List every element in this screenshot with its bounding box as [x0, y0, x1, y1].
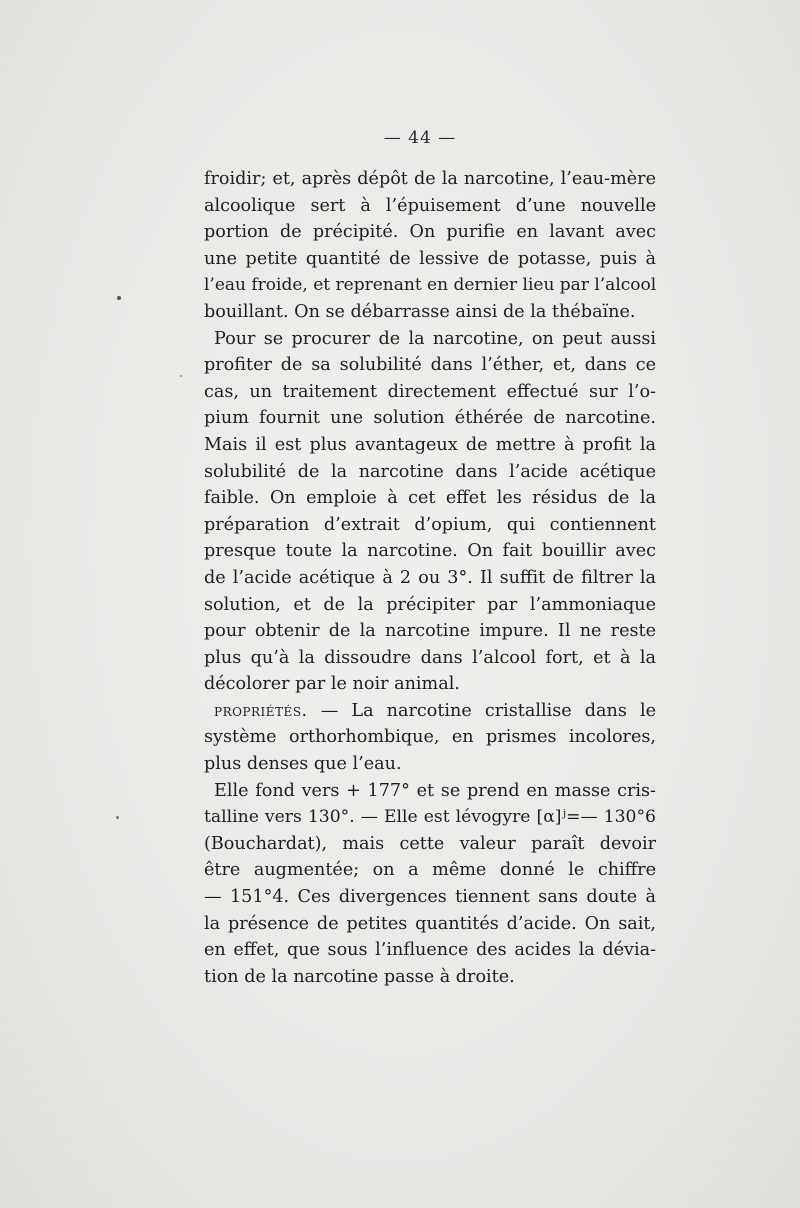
text-line: système orthorhombique, en prismes incolores, — [204, 727, 656, 748]
text-line: être augmentée; on a même donné le chiffre — [204, 860, 656, 881]
text-line-fragment: — La narcotine cristallise dans le — [320, 700, 657, 721]
text-line: Elle fond vers + 177° et se prend en masse cris- — [214, 780, 656, 801]
text-line: (Bouchardat), mais cette valeur paraît devoir — [204, 833, 656, 854]
text-line: froidir; et, après dépôt de la narcotine, l’eau-mère — [204, 169, 656, 189]
text-line: cas, un traitement directement effectué sur l’o- — [204, 381, 656, 402]
text-line: — 151°4. Ces divergences tiennent sans doute à — [204, 887, 656, 908]
text-line: pour obtenir de la narcotine impure. Il ne reste — [204, 621, 656, 642]
text-line: talline vers 130°. — Elle est lévogyre [α]ʲ=— 130°6 — [204, 807, 656, 828]
text-line: alcoolique sert à l’épuisement d’une nouvelle — [204, 195, 656, 216]
text-line: Pour se procurer de la narcotine, on peut aussi — [214, 328, 656, 349]
text-line: profiter de sa solubilité dans l’éther, et, dans ce — [204, 355, 656, 376]
text-line: presque toute la narcotine. On fait bouillir avec — [204, 541, 656, 562]
paper-speck — [116, 816, 119, 819]
text-line: une petite quantité de lessive de potasse, puis à — [204, 248, 656, 269]
page-number: — 44 — — [383, 128, 457, 148]
text-line: décolorer par le noir animal. — [204, 674, 460, 695]
text-line: solution, et de la précipiter par l’ammoniaque — [204, 594, 656, 615]
text-line: plus denses que l’eau. — [204, 754, 402, 775]
text-line: la présence de petites quantités d’acide. On sait, — [204, 913, 656, 934]
section-heading-line — [204, 698, 656, 725]
text-line: préparation d’extrait d’opium, qui contiennent — [204, 514, 656, 535]
text-line: en effet, que sous l’influence des acides la dévia- — [204, 940, 656, 961]
text-line: bouillant. On se débarrasse ainsi de la thébaïne. — [204, 301, 636, 322]
body-text — [204, 166, 656, 990]
paper-speck — [117, 296, 121, 300]
text-line: faible. On emploie à cet effet les résidus de la — [204, 488, 656, 509]
paper-speck — [180, 375, 182, 377]
text-line: l’eau froide, et reprenant en dernier lieu par l’alcool — [204, 275, 657, 296]
text-line: tion de la narcotine passe à droite. — [204, 966, 515, 987]
text-line: solubilité de la narcotine dans l’acide acétique — [204, 461, 656, 482]
section-label: propriétés. — [214, 700, 308, 721]
text-line: de l’acide acétique à 2 ou 3°. Il suffit de filtrer la — [204, 567, 656, 588]
text-line: portion de précipité. On purifie en lavant avec — [204, 222, 656, 243]
text-line: pium fournit une solution éthérée de narcotine. — [204, 408, 656, 429]
text-line: Mais il est plus avantageux de mettre à profit la — [204, 434, 656, 455]
text-line: plus qu’à la dissoudre dans l’alcool fort, et à la — [204, 647, 656, 668]
